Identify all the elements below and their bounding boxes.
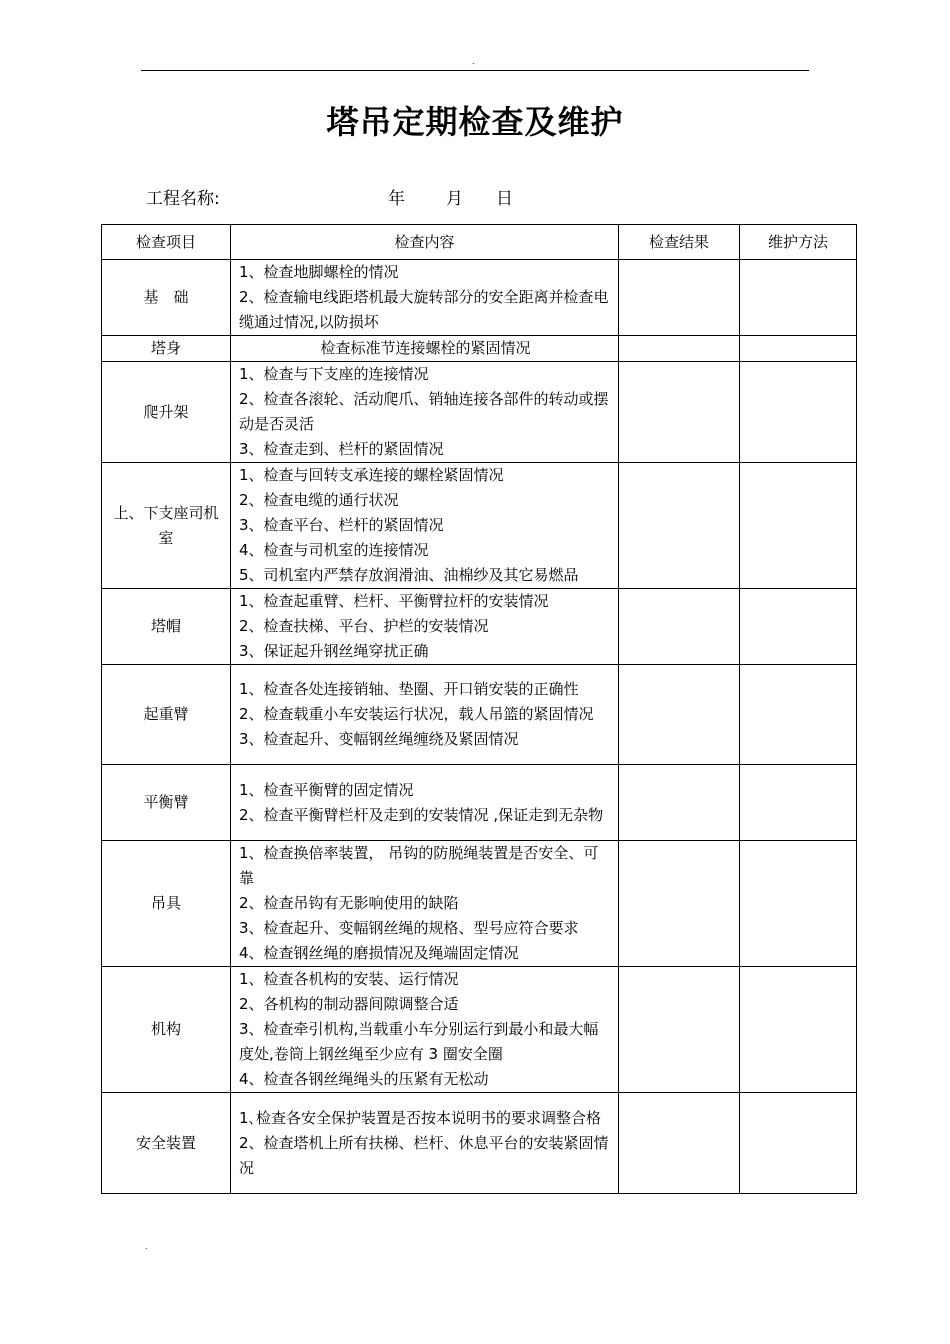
content-line: 4、检查与司机室的连接情况	[239, 541, 429, 559]
row-check-content	[231, 665, 619, 765]
content-line: 2、检查平衡臂栏杆及走到的安装情况 ,保证走到无杂物	[239, 805, 604, 824]
content-line: 3、保证起升钢丝绳穿扰正确	[239, 642, 429, 660]
row-maintenance-method-cell[interactable]	[740, 967, 857, 1093]
date-day-label: 日	[496, 189, 513, 209]
table-header-row	[102, 225, 857, 260]
content-line: 2、检查载重小车安装运行状况，载人吊篮的紧固情况	[239, 705, 594, 723]
date-field	[388, 188, 513, 210]
row-check-content	[231, 362, 619, 463]
table-row	[102, 463, 857, 589]
row-check-content	[231, 765, 619, 841]
content-line: 3、检查起升、变幅钢丝绳缠绕及紧固情况	[239, 730, 519, 748]
table-row	[102, 1093, 857, 1194]
header-rule	[141, 70, 809, 71]
row-check-item: 平衡臂	[102, 765, 231, 841]
content-line: 3、检查牵引机构,当载重小车分别运行到最小和最大幅度处,卷筒上钢丝绳至少应有 3 圈安全圈	[239, 1020, 599, 1063]
header-dot: .	[472, 57, 475, 66]
content-line: 3、检查平台、栏杆的紧固情况	[239, 516, 444, 534]
row-check-result-cell[interactable]	[619, 765, 740, 841]
row-check-content	[231, 1093, 619, 1194]
header-check-content: 检查内容	[231, 225, 619, 260]
row-check-result-cell[interactable]	[619, 967, 740, 1093]
row-maintenance-method-cell[interactable]	[740, 841, 857, 967]
table-row	[102, 362, 857, 463]
table-body	[102, 260, 857, 1194]
content-line: 1、检查起重臂、栏杆、平衡臂拉杆的安装情况	[239, 592, 549, 610]
content-line: 1、检查各机构的安装、运行情况	[239, 970, 459, 988]
row-check-result-cell[interactable]	[619, 841, 740, 967]
row-check-result-cell[interactable]	[619, 362, 740, 463]
page-title: 塔吊定期检查及维护	[326, 103, 624, 141]
table-row	[102, 260, 857, 336]
row-check-item: 安全装置	[102, 1093, 231, 1194]
row-check-content	[231, 463, 619, 589]
content-line: 1､检查各安全保护装置是否按本说明书的要求调整合格	[239, 1108, 602, 1127]
row-maintenance-method-cell[interactable]	[740, 765, 857, 841]
row-maintenance-method-cell[interactable]	[740, 665, 857, 765]
content-line: 4、检查各钢丝绳绳头的压紧有无松动	[239, 1070, 489, 1088]
inspection-table	[101, 224, 857, 1194]
row-maintenance-method-cell[interactable]	[740, 362, 857, 463]
row-check-item: 基 础	[102, 260, 231, 336]
row-check-result-cell[interactable]	[619, 589, 740, 665]
table-row	[102, 336, 857, 362]
project-name-label: 工程名称:	[146, 189, 220, 209]
row-check-content	[231, 589, 619, 665]
table-row	[102, 765, 857, 841]
row-check-result-cell[interactable]	[619, 665, 740, 765]
row-check-item: 爬升架	[102, 362, 231, 463]
content-line: 2、检查各滚轮、活动爬爪、销轴连接各部件的转动或摆动是否灵活	[239, 390, 609, 433]
row-check-item: 吊具	[102, 841, 231, 967]
row-check-content	[231, 336, 619, 362]
content-line: 1、检查平衡臂的固定情况	[239, 780, 414, 799]
table-row	[102, 665, 857, 765]
table-row	[102, 589, 857, 665]
content-line: 4、检查钢丝绳的磨损情况及绳端固定情况	[239, 944, 519, 962]
date-year-label: 年	[388, 189, 405, 209]
content-line: 1、检查与回转支承连接的螺栓紧固情况	[239, 466, 504, 484]
row-maintenance-method-cell[interactable]	[740, 336, 857, 362]
content-line: 2、各机构的制动器间隙调整合适	[239, 995, 459, 1013]
content-line: 1、检查与下支座的连接情况	[239, 365, 429, 383]
table-row	[102, 967, 857, 1093]
row-maintenance-method-cell[interactable]	[740, 463, 857, 589]
header-maintenance-method: 维护方法	[740, 225, 857, 260]
content-line: 检查标准节连接螺栓的紧固情况	[320, 339, 531, 357]
row-check-content	[231, 841, 619, 967]
row-check-result-cell[interactable]	[619, 336, 740, 362]
content-line: 2、检查塔机上所有扶梯、栏杆、休息平台的安装紧固情况	[239, 1133, 609, 1177]
row-check-item: 塔帽	[102, 589, 231, 665]
footer-dot: .	[145, 1242, 148, 1251]
content-line: 2、检查电缆的通行状况	[239, 491, 399, 509]
row-check-item: 机构	[102, 967, 231, 1093]
table-row	[102, 841, 857, 967]
content-line: 2、检查输电线距塔机最大旋转部分的安全距离并检查电缆通过情况,以防损坏	[239, 288, 609, 331]
header-check-result: 检查结果	[619, 225, 740, 260]
content-line: 3、检查起升、变幅钢丝绳的规格、型号应符合要求	[239, 919, 579, 937]
content-line: 2、检查扶梯、平台、护栏的安装情况	[239, 617, 489, 635]
row-check-result-cell[interactable]	[619, 260, 740, 336]
header-check-item: 检查项目	[102, 225, 231, 260]
row-check-content	[231, 967, 619, 1093]
row-check-result-cell[interactable]	[619, 463, 740, 589]
row-maintenance-method-cell[interactable]	[740, 1093, 857, 1194]
row-check-item: 上、下支座司机室	[102, 463, 231, 589]
date-month-label: 月	[446, 189, 463, 209]
row-check-content	[231, 260, 619, 336]
row-check-result-cell[interactable]	[619, 1093, 740, 1194]
row-maintenance-method-cell[interactable]	[740, 260, 857, 336]
content-line: 1、检查各处连接销轴、垫圈、开口销安装的正确性	[239, 680, 579, 698]
content-line: 1、检查换倍率装置， 吊钩的防脱绳装置是否安全、可靠	[239, 844, 599, 887]
row-maintenance-method-cell[interactable]	[740, 589, 857, 665]
row-check-item: 起重臂	[102, 665, 231, 765]
content-line: 5、司机室内严禁存放润滑油、油棉纱及其它易燃品	[239, 566, 579, 584]
content-line: 3、检查走到、栏杆的紧固情况	[239, 440, 444, 458]
content-line: 1、检查地脚螺栓的情况	[239, 263, 399, 281]
content-line: 2、检查吊钩有无影响使用的缺陷	[239, 894, 459, 912]
row-check-item: 塔身	[102, 336, 231, 362]
